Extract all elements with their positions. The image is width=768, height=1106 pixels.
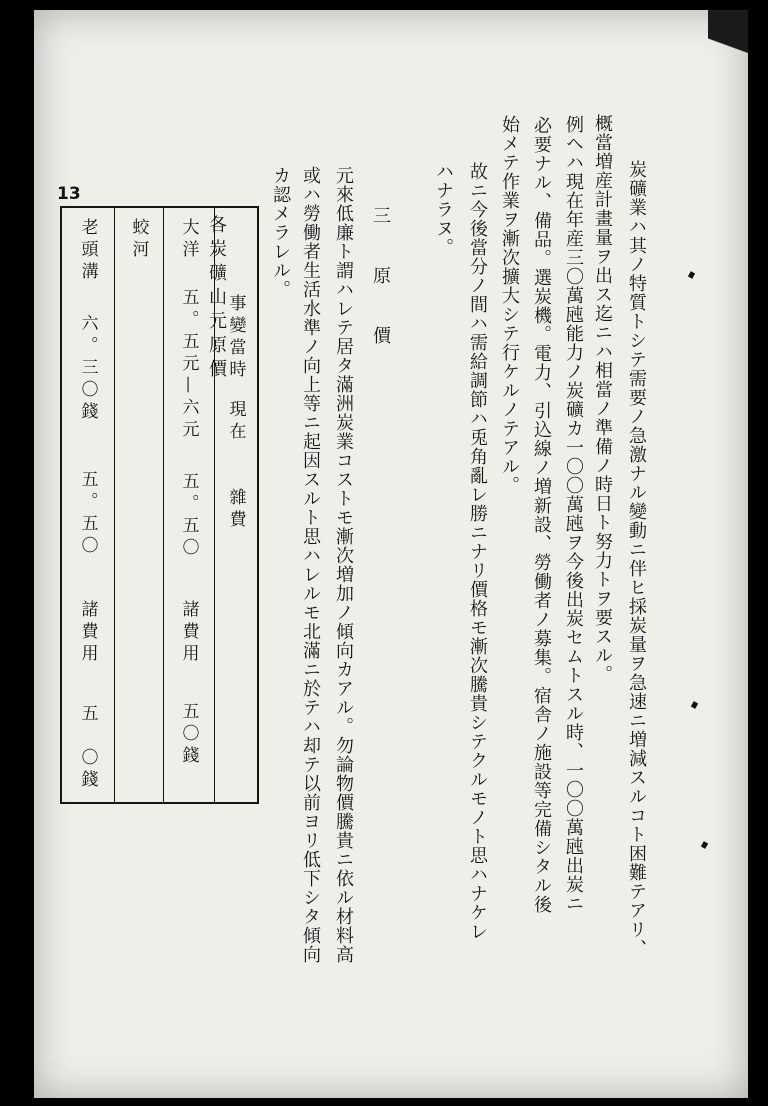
header-present: 現在	[225, 400, 246, 444]
table-caption: 各炭礦山元原價	[206, 215, 227, 383]
misc-value: 五 〇錢	[77, 704, 98, 792]
wartime-cost: 五。五元—六元	[178, 288, 199, 442]
present-cost: 五。五〇	[77, 470, 98, 558]
mine-name: 老頭溝	[77, 218, 98, 284]
text-column-6: 故ニ今後當分ノ間ハ需給調節ハ兎角亂レ勝ニナリ價格モ漸次騰貴シテクルモノト思ハナケレ	[467, 162, 488, 941]
misc-label: 諸費用	[77, 600, 98, 666]
misc-value: 五〇錢	[178, 702, 199, 768]
text-column-3: 例ヘハ現在年産三〇萬瓲能力ノ炭礦カ一〇〇萬瓲ヲ今後出炭セムトスル時、一〇〇萬瓲出炭ニ	[563, 115, 584, 913]
table-row	[164, 207, 215, 803]
ink-speck	[688, 271, 695, 279]
mine-name: 蛟河	[128, 218, 149, 262]
ink-speck	[701, 841, 708, 849]
section-column-1: 元來低廉ト謂ハレテ居タ滿洲炭業コストモ漸次増加ノ傾向カアル。勿論物價騰貴ニ依ル材料高	[333, 166, 354, 964]
misc-label: 諸費用	[178, 600, 199, 666]
wartime-cost: 六。三〇錢	[77, 314, 98, 424]
page-number: 13	[57, 184, 81, 204]
table-row	[115, 207, 164, 803]
header-wartime: 事變當時	[225, 294, 246, 382]
document-page	[34, 10, 748, 1098]
page-fold	[708, 10, 748, 90]
text-column-7: ハナラヌ。	[433, 162, 454, 257]
text-column-1: 炭礦業ハ其ノ特質トシテ需要ノ急激ナル變動ニ伴ヒ採炭量ヲ急速ニ増減スルコト困難テアリ、	[626, 160, 647, 958]
mine-name: 大洋	[178, 218, 199, 262]
header-misc: 雜費	[225, 488, 246, 532]
present-cost: 五。五〇	[178, 472, 199, 560]
section-column-3: カ認メラレル。	[270, 166, 291, 299]
text-column-4: 必要ナル、備品。選炭機。電力、引込線ノ増新設、勞働者ノ募集。宿舎ノ施設等完備シタル後	[531, 116, 552, 914]
table-header	[215, 207, 259, 803]
text-column-2: 概當増産計畫量ヲ出ス迄ニハ相當ノ準備ノ時日ト努力トヲ要スル。	[592, 114, 613, 684]
text-column-5: 始メテ作業ヲ漸次擴大シテ行ケルノテアル。	[499, 115, 520, 495]
section-column-2: 或ハ勞働者生活水準ノ向上等ニ起因スルト思ハレルモ北滿ニ於テハ却テ以前ヨリ低下シタ傾向	[300, 166, 321, 964]
ink-speck	[691, 701, 698, 709]
table-row	[61, 207, 115, 803]
section-heading: 三 原 價	[370, 206, 391, 356]
cost-table	[60, 206, 259, 804]
